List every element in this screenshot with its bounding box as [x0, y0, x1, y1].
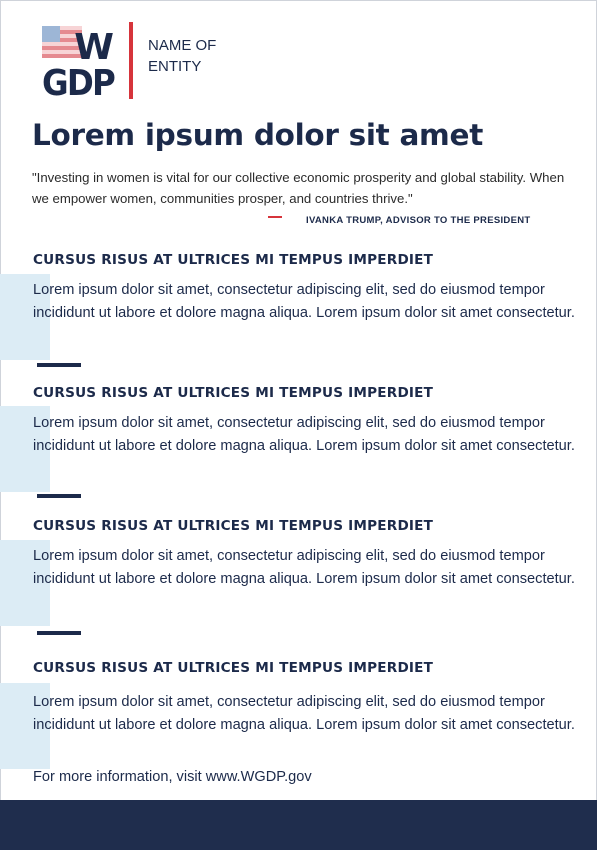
- section-body: Lorem ipsum dolor sit amet, consectetur adipiscing elit, sed do eiusmod tempor incididunt ut labore et dolore magna aliqua. Lorem ipsum dolor sit amet consectetur.: [33, 548, 575, 587]
- section-heading: CURSUS RISUS AT ULTRICES MI TEMPUS IMPERDIET: [33, 385, 434, 401]
- section-heading: CURSUS RISUS AT ULTRICES MI TEMPUS IMPERDIET: [33, 660, 434, 676]
- section-body: Lorem ipsum dolor sit amet, consectetur adipiscing elit, sed do eiusmod tempor incididunt ut labore et dolore magna aliqua. Lorem ipsum dolor sit amet consectetur.: [33, 694, 575, 733]
- section-body: Lorem ipsum dolor sit amet, consectetur adipiscing elit, sed do eiusmod tempor incididunt ut labore et dolore magna aliqua. Lorem ipsum dolor sit amet consectetur.: [33, 282, 575, 321]
- more-info-link[interactable]: For more information, visit www.WGDP.gov: [33, 769, 312, 785]
- section-heading: CURSUS RISUS AT ULTRICES MI TEMPUS IMPERDIET: [33, 518, 434, 534]
- entity-line-2: ENTITY: [148, 58, 202, 75]
- section-rule: [37, 494, 81, 498]
- section-rule: [37, 631, 81, 635]
- section-rule: [37, 363, 81, 367]
- quote-text: "Investing in women is vital for our collective economic prosperity and global stability. When we empower women, communities prosper, and countries thrive.": [32, 170, 565, 206]
- entity-name: [148, 35, 216, 77]
- section-heading: CURSUS RISUS AT ULTRICES MI TEMPUS IMPERDIET: [33, 252, 434, 268]
- quote-dash: [268, 216, 282, 218]
- page-title: Lorem ipsum dolor sit amet: [32, 118, 484, 152]
- logo-divider: [129, 22, 133, 99]
- svg-text:GDP: GDP: [42, 63, 115, 96]
- wgdp-logo: [42, 26, 116, 96]
- entity-line-1: NAME OF: [148, 37, 217, 54]
- footer-bar: [0, 800, 597, 850]
- svg-text:W: W: [74, 27, 114, 68]
- section-body: Lorem ipsum dolor sit amet, consectetur adipiscing elit, sed do eiusmod tempor incididunt ut labore et dolore magna aliqua. Lorem ipsum dolor sit amet consectetur.: [33, 415, 575, 454]
- quote-author: IVANKA TRUMP, ADVISOR TO THE PRESIDENT: [306, 215, 531, 226]
